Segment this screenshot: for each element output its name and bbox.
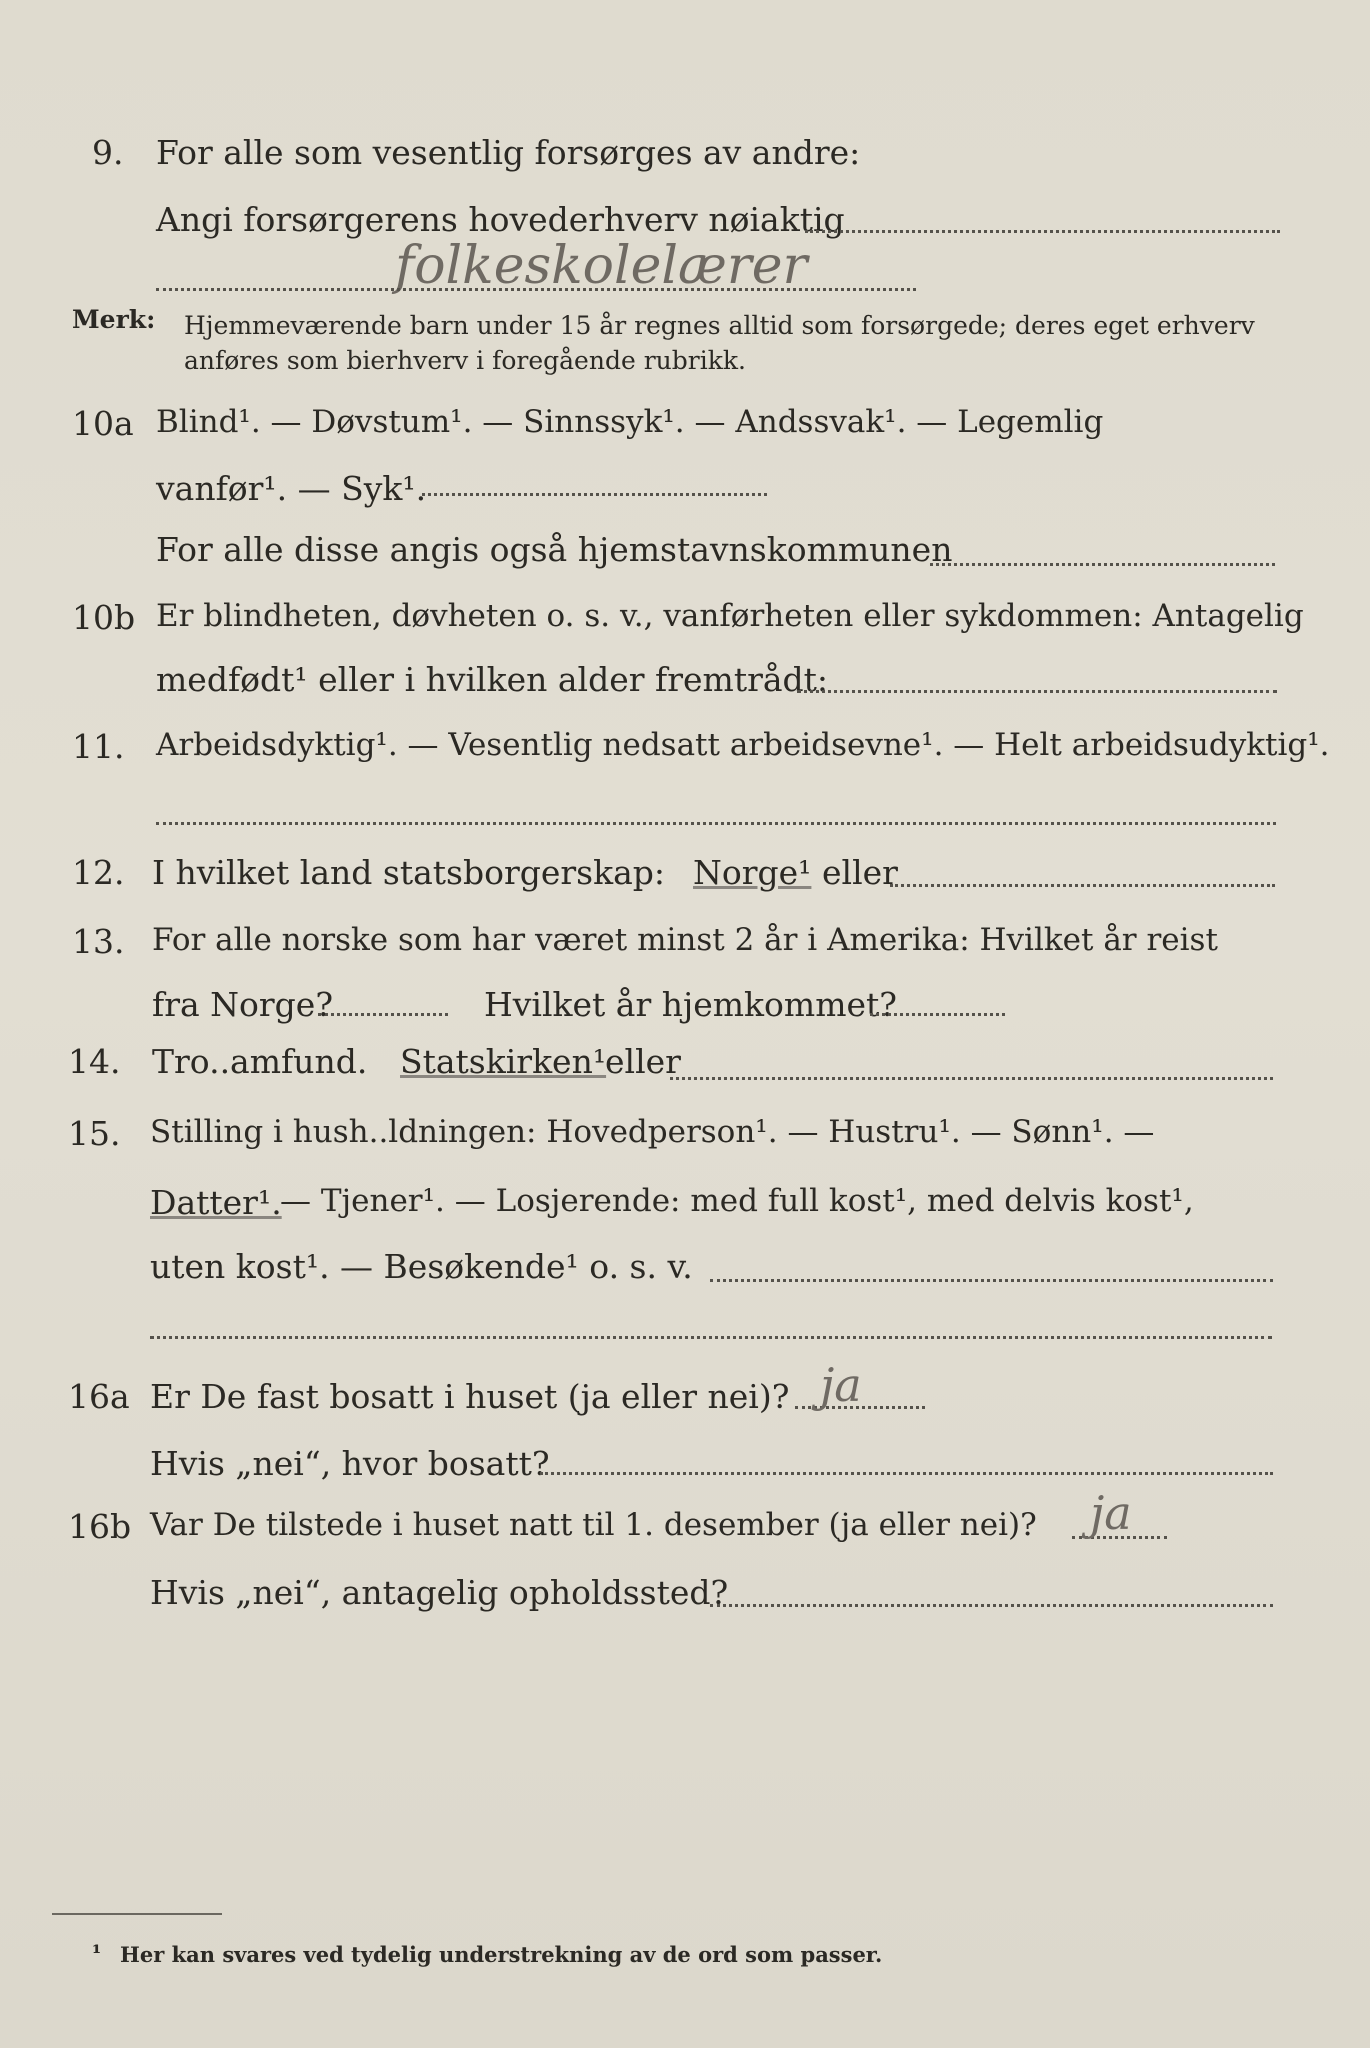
item-16b-handwritten-answer: ja	[1090, 1486, 1132, 1540]
item-15-number: 15.	[68, 1114, 121, 1153]
item-15-option-datter: Datter¹.	[150, 1183, 282, 1222]
item-16a-number: 16a	[68, 1377, 130, 1416]
note-line-2: anføres som bierhverv i foregående rubrikk.	[184, 346, 746, 375]
item-14-question: Tro..amfund.	[152, 1042, 368, 1081]
item-9-question: For alle som vesentlig forsørges av andre:	[156, 133, 861, 172]
item-14-answer-line	[670, 1077, 1273, 1080]
item-10a-line-2: vanfør¹. — Syk¹.	[156, 469, 427, 508]
item-10b-line-1: Er blindheten, døvheten o. s. v., vanførheten eller sykdommen: Antagelig	[156, 598, 1304, 634]
item-15-line-3: uten kost¹. — Besøkende¹ o. s. v.	[150, 1247, 693, 1286]
item-15-answer-line-2	[150, 1336, 1272, 1339]
item-9-subquestion: Angi forsørgerens hovederhverv nøiaktig	[156, 200, 845, 239]
item-13-right-question: Hvilket år hjemkommet?	[484, 985, 897, 1024]
item-9-handwritten-answer: folkeskolelærer	[395, 236, 808, 296]
item-10b-number: 10b	[72, 598, 136, 637]
item-16b-location-line	[710, 1604, 1273, 1607]
item-10a-answer-line	[422, 493, 767, 496]
item-12-eller: eller	[822, 853, 898, 892]
item-12-number: 12.	[72, 853, 125, 892]
item-15-line-2: — Tjener¹. — Losjerende: med full kost¹, med delvis kost¹,	[280, 1183, 1194, 1219]
item-12-option-norge: Norge¹	[693, 853, 812, 892]
item-12-question: I hvilket land statsborgerskap:	[152, 853, 666, 892]
item-10a-municipality-line	[930, 563, 1275, 566]
note-label: Merk:	[72, 305, 156, 334]
footnote-rule	[52, 1913, 222, 1915]
item-10a-line-1: Blind¹. — Døvstum¹. — Sinnssyk¹. — Andssvak¹. — Legemlig	[156, 404, 1104, 440]
note-line-1: Hjemmeværende barn under 15 år regnes alltid som forsørgede; deres eget erhverv	[184, 311, 1255, 340]
item-15-answer-line	[710, 1279, 1273, 1282]
item-10b-answer-line	[797, 690, 1277, 693]
item-13-left-answer-line	[318, 1013, 448, 1016]
item-16a-line-1: Er De fast bosatt i huset (ja eller nei)?	[150, 1377, 790, 1416]
item-16b-line-2: Hvis „nei“, antagelig opholdssted?	[150, 1573, 729, 1612]
item-13-line-1: For alle norske som har været minst 2 år i Amerika: Hvilket år reist	[152, 922, 1218, 958]
item-13-right-answer-line	[870, 1013, 1005, 1016]
item-10a-line-3: For alle disse angis også hjemstavnskommunen	[156, 530, 953, 569]
item-16a-location-line	[540, 1472, 1273, 1475]
item-12-answer-line	[890, 884, 1275, 887]
item-16b-number: 16b	[68, 1507, 132, 1546]
item-13-left-question: fra Norge?	[152, 985, 334, 1024]
footnote-text: Her kan svares ved tydelig understrekning av de ord som passer.	[120, 1942, 883, 1967]
item-9-answer-line	[805, 230, 1280, 233]
item-13-number: 13.	[72, 922, 125, 961]
item-11-number: 11.	[72, 727, 125, 766]
item-14-number: 14.	[68, 1042, 121, 1081]
item-11-line-1: Arbeidsdyktig¹. — Vesentlig nedsatt arbeidsevne¹. — Helt arbeidsudyktig¹.	[156, 727, 1330, 763]
item-16b-line-1: Var De tilstede i huset natt til 1. desember (ja eller nei)?	[150, 1507, 1037, 1543]
item-9-answer-line-2	[156, 288, 916, 291]
item-14-option-statskirken: Statskirken¹	[400, 1042, 607, 1081]
item-11-answer-line	[156, 822, 1276, 825]
item-16a-handwritten-answer: ja	[820, 1358, 862, 1412]
item-15-line-1: Stilling i hush..ldningen: Hovedperson¹. — Hustru¹. — Sønn¹. —	[150, 1114, 1155, 1150]
footnote-marker: ¹	[92, 1940, 102, 1965]
item-10a-number: 10a	[72, 404, 134, 443]
item-16a-line-2: Hvis „nei“, hvor bosatt?	[150, 1444, 550, 1483]
item-9-number: 9.	[92, 133, 124, 172]
item-10b-line-2: medfødt¹ eller i hvilken alder fremtrådt:	[156, 660, 829, 699]
item-14-eller: eller	[605, 1042, 681, 1081]
